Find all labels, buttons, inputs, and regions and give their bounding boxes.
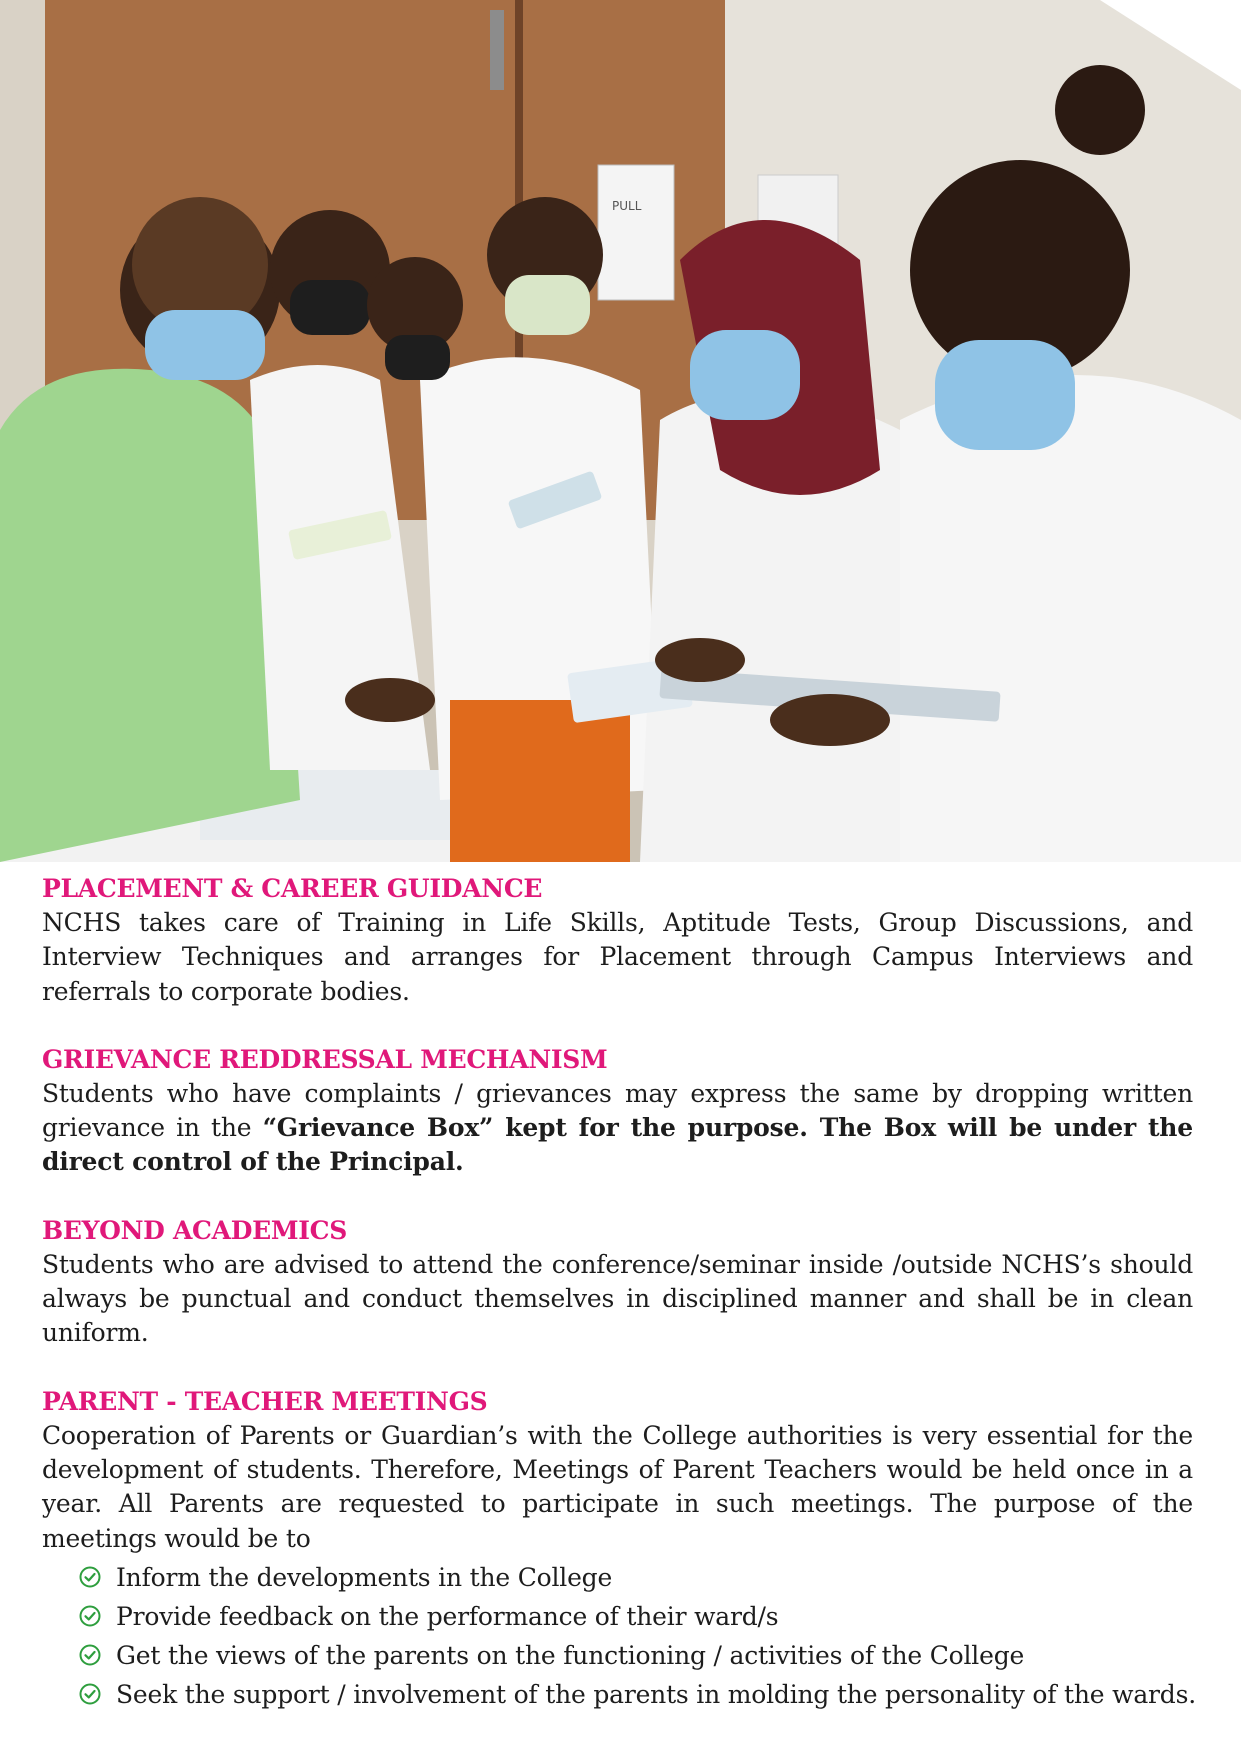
photo-students-illustration	[0, 0, 1241, 862]
parent-teacher-heading: PARENT - TEACHER MEETINGS	[42, 1386, 488, 1416]
check-circle-icon	[78, 1565, 102, 1589]
list-item-text: Get the views of the parents on the functioning / activities of the College	[116, 1640, 1025, 1670]
header-photo	[0, 0, 1241, 862]
sign-text: PULL	[612, 199, 642, 213]
list-item-text: Provide feedback on the performance of their ward/s	[116, 1601, 779, 1631]
placement-section	[42, 872, 1193, 1009]
list-item-text: Seek the support / involvement of the parents in molding the personality of the wards.	[116, 1679, 1196, 1709]
list-item-text: Inform the developments in the College	[116, 1562, 613, 1592]
list-item	[78, 1636, 1193, 1675]
purpose-list	[42, 1558, 1196, 1714]
page-content	[42, 872, 1196, 1748]
grievance-paragraph	[42, 1077, 1193, 1180]
check-circle-icon	[78, 1643, 102, 1667]
placement-heading: PLACEMENT & CAREER GUIDANCE	[42, 874, 543, 903]
parent-teacher-paragraph: Cooperation of Parents or Guardian’s with the College authorities is very essential for the development of students. Therefore, Meetings of Parent Teachers would be held once in a year. All Parents are requested to participate in such meetings. The purpose of the meetings would be to	[42, 1420, 1193, 1553]
check-circle-icon	[78, 1604, 102, 1628]
grievance-heading: GRIEVANCE REDDRESSAL MECHANISM	[42, 1044, 608, 1074]
check-circle-icon	[78, 1682, 102, 1706]
grievance-paragraph-bold: “Grievance Box” kept for the purpose. The Box will be under the direct control of the Principal.	[42, 1113, 1193, 1177]
beyond-academics-section	[42, 1214, 1193, 1351]
list-item	[78, 1675, 1196, 1714]
beyond-academics-paragraph: Students who are advised to attend the conference/seminar inside /outside NCHS’s should always be punctual and conduct themselves in disciplined manner and shall be in clean uniform.	[42, 1249, 1193, 1348]
list-item	[78, 1558, 1193, 1597]
grievance-section	[42, 1043, 1193, 1180]
parent-teacher-section	[42, 1385, 1196, 1714]
beyond-academics-heading: BEYOND ACADEMICS	[42, 1215, 347, 1245]
grievance-paragraph-start: Students who have complaints / grievances may express the same by dropping written grievance in the	[42, 1078, 1193, 1143]
placement-paragraph: NCHS takes care of Training in Life Skills, Aptitude Tests, Group Discussions, and Interview Techniques and arranges for Placement through Campus Interviews and referrals to corporate bodies.	[42, 908, 1193, 1006]
list-item	[78, 1597, 1193, 1636]
